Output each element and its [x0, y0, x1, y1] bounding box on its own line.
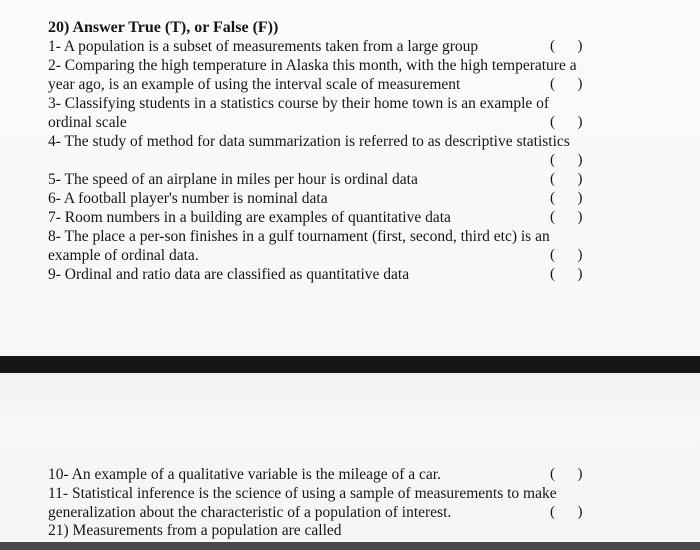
item-7-answer-blank[interactable]: ( ): [550, 209, 583, 225]
item-8-text-line-1: 8- The place a per-son finishes in a gulf tournament (first, second, third etc) is an: [48, 228, 550, 245]
item-8-text-line-2: example of ordinal data.: [48, 247, 199, 264]
item-9-text: 9- Ordinal and ratio data are classified as quantitative data: [48, 266, 410, 283]
item-4-answer-blank[interactable]: ( ): [550, 152, 583, 168]
item-2-text-line-1: 2- Comparing the high temperature in Alaska this month, with the high temperature a: [48, 57, 577, 74]
item-2-answer-blank[interactable]: ( ): [550, 76, 583, 92]
item-10-text: 10- An example of a qualitative variable is the mileage of a car.: [48, 466, 441, 483]
item-3-answer-blank[interactable]: ( ): [550, 114, 583, 130]
item-6-text: 6- A football player's number is nominal data: [48, 190, 328, 207]
item-10-answer-blank[interactable]: ( ): [550, 466, 583, 482]
item-11-text-line-2: generalization about the characteristic of a population of interest.: [48, 504, 452, 521]
bottom-edge-band: [0, 542, 700, 550]
item-7-text: 7- Room numbers in a building are examples of quantitative data: [48, 209, 451, 226]
item-6-answer-blank[interactable]: ( ): [550, 190, 583, 206]
item-5-text: 5- The speed of an airplane in miles per hour is ordinal data: [48, 171, 418, 188]
question-21-text: 21) Measurements from a population are called: [48, 522, 342, 539]
question-20-heading: 20) Answer True (T), or False (F)): [48, 19, 279, 36]
item-9-answer-blank[interactable]: ( ): [550, 266, 583, 282]
item-3-text-line-2: ordinal scale: [48, 114, 127, 131]
item-8-answer-blank[interactable]: ( ): [550, 247, 583, 263]
item-5-answer-blank[interactable]: ( ): [550, 171, 583, 187]
item-4-text: 4- The study of method for data summarization is referred to as descriptive statistics: [48, 133, 570, 150]
item-1-answer-blank[interactable]: ( ): [550, 38, 583, 54]
item-11-answer-blank[interactable]: ( ): [550, 504, 583, 520]
item-11-text-line-1: 11- Statistical inference is the science of using a sample of measurements to make: [48, 485, 557, 502]
page-divider-band: [0, 356, 700, 373]
item-2-text-line-2: year ago, is an example of using the interval scale of measurement: [48, 76, 461, 93]
item-3-text-line-1: 3- Classifying students in a statistics course by their home town is an example of: [48, 95, 550, 112]
item-1-text: 1- A population is a subset of measurements taken from a large group: [48, 38, 479, 55]
